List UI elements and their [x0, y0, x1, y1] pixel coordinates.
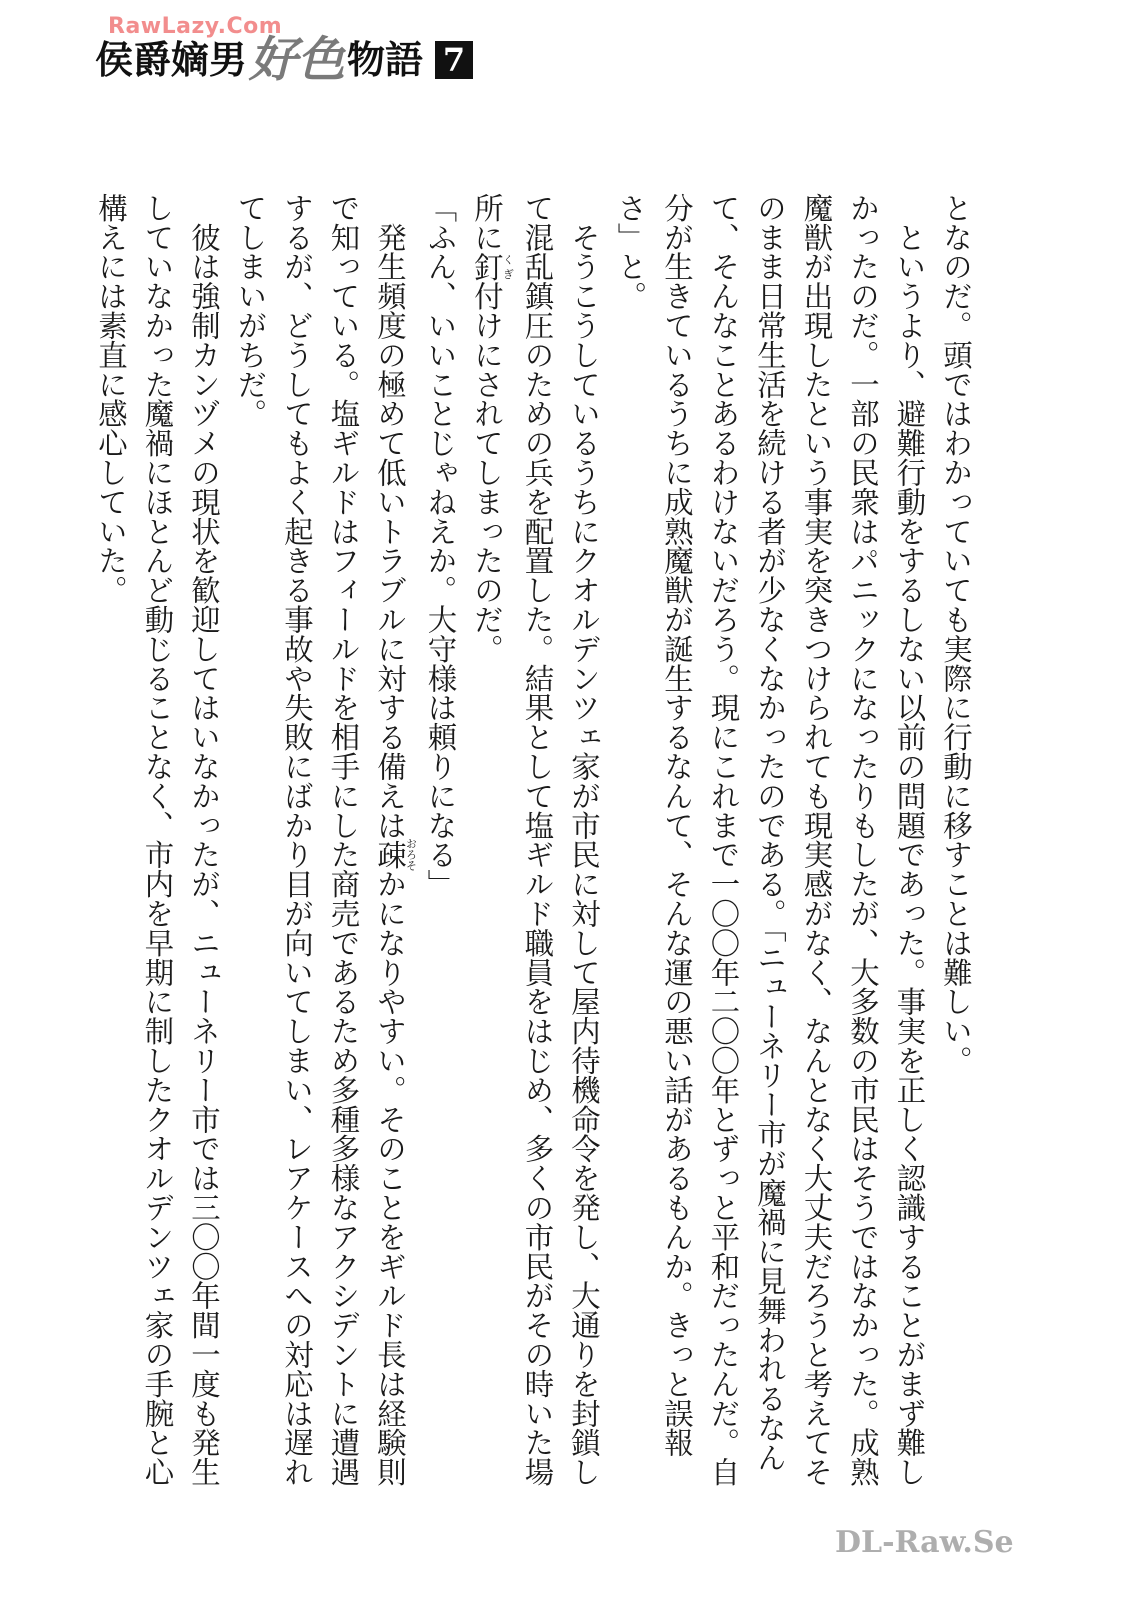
text-column: かったのだ。一部の民衆はパニックになったりもしたが、大多数の市民はそうではなかった。成熟	[846, 193, 880, 1487]
text-column: さ」と。	[613, 193, 648, 311]
ruby-word	[373, 838, 418, 872]
text-column: てしまいがちだ。	[233, 193, 268, 429]
text-column-with-ruby	[367, 193, 418, 1487]
text-column: て混乱鎮圧のための兵を配置した。結果として塩ギルド職員をはじめ、多くの市民がその時いた場	[520, 193, 555, 1487]
body-text	[88, 193, 980, 1487]
watermark-top: RawLazy.Com	[108, 14, 283, 39]
text-column: というより、避難行動をするしない以前の問題であった。事実を正しく認識することがまず難し	[892, 193, 927, 1487]
volume-number: 7	[435, 41, 473, 79]
text-column: となのだ。頭ではわかっていても実際に行動に移すことは難しい。	[939, 193, 973, 1075]
text-column: のまま日常生活を続ける者が少なくなかったのである。「ニューネリー市が魔禍に見舞われるなん	[753, 193, 787, 1472]
text-segment: 発生頻度の極めて低いトラブルに対する備えは	[373, 193, 407, 840]
title-part-2: 好色	[249, 32, 346, 88]
ruby-reading: くぎ	[501, 251, 515, 282]
text-column: 構えには素直に感心していた。	[94, 193, 128, 605]
running-header	[95, 32, 473, 88]
ruby-reading: おろそ	[404, 838, 418, 872]
text-column-with-ruby	[464, 193, 515, 1478]
text-column: 分が生きているうちに成熟魔獣が誕生するなんて、そんな運の悪い話があるもんか。きっと誤報	[660, 193, 694, 1458]
text-column: 「ふん、いいことじゃねえか。大守様は頼りになる」	[423, 193, 458, 899]
text-column: そうこうしているうちにクオルデンツェ家が市民に対して屋内待機命令を発し、大通りを封鎖し	[567, 193, 601, 1487]
title-part-1: 侯爵嫡男	[95, 37, 248, 82]
text-segment: 所に	[470, 193, 504, 252]
ruby-word	[470, 251, 515, 282]
text-segment: かになりやすい。そのことをギルド長は経験則	[373, 869, 407, 1487]
text-column: て、そんなことあるわけないだろう。現にこれまで一〇〇年二〇〇年とずっと平和だったんだ。自	[706, 193, 741, 1487]
text-column: 彼は強制カンヅメの現状を歓迎してはいなかったが、ニューネリー市では三〇〇年間一度も発生	[187, 193, 221, 1487]
text-column: するが、どうしてもよく起きる事故や失敗にばかり目が向いてしまい、レアケースへの対応は遅れ	[280, 193, 314, 1487]
watermark-bottom: DL-Raw.Se	[835, 1525, 1014, 1560]
title-part-3: 物語	[347, 37, 424, 82]
ruby-base: 釘	[470, 251, 504, 282]
text-segment: 付けにされてしまったのだ。	[470, 281, 504, 664]
text-column: で知っている。塩ギルドはフィールドを相手にした商売であるため多種多様なアクシデントに遭遇	[326, 193, 361, 1487]
text-column: していなかった魔禍にほとんど動じることなく、市内を早期に制したクオルデンツェ家の手腕と心	[140, 193, 175, 1487]
ruby-base: 疎	[373, 838, 407, 872]
text-column: 魔獣が出現したという事実を突きつけられても現実感がなく、なんとなく大丈夫だろうと考えてそ	[799, 193, 834, 1487]
